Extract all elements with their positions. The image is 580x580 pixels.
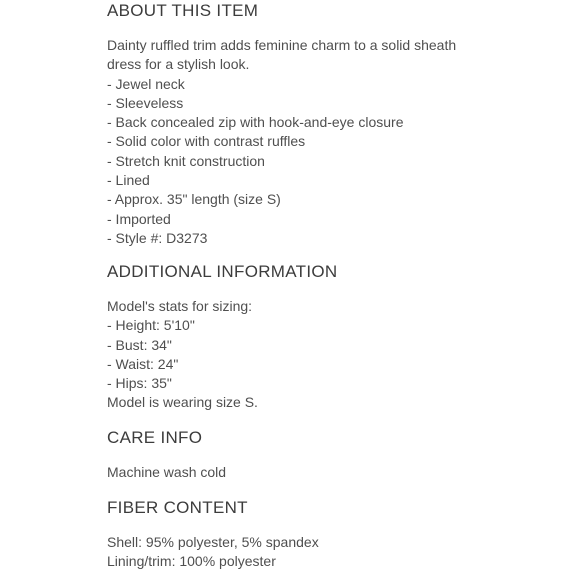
about-line: - Lined [107,172,150,189]
about-line: - Approx. 35" length (size S) [107,191,281,208]
additional-line: - Hips: 35" [107,375,172,392]
additional-section-title: ADDITIONAL INFORMATION [107,262,338,281]
fiber-line: Lining/trim: 100% polyester [107,553,276,570]
about-line: - Stretch knit construction [107,152,265,169]
about-line: Dainty ruffled trim adds feminine charm to a solid sheath [107,37,457,53]
fiber-section-title: FIBER CONTENT [107,498,248,517]
about-line: - Jewel neck [107,75,185,92]
care-section-title: CARE INFO [107,428,203,447]
additional-line: Model is wearing size S. [107,394,258,411]
additional-line: - Height: 5'10" [107,317,195,334]
about-line: - Imported [107,210,171,227]
about-section-body [107,36,456,248]
additional-line: - Bust: 34" [107,336,172,353]
additional-line: - Waist: 24" [107,355,179,372]
about-line: - Back concealed zip with hook-and-eye closure [107,114,404,131]
fiber-line: Shell: 95% polyester, 5% spandex [107,534,319,550]
about-line: - Solid color with contrast ruffles [107,133,306,150]
additional-line: Model's stats for sizing: [107,298,253,314]
additional-section-body [107,297,258,413]
about-section-title: ABOUT THIS ITEM [107,1,259,20]
about-line: - Style #: D3273 [107,229,208,246]
about-line: - Sleeveless [107,94,184,111]
care-section-body [107,463,226,482]
care-line: Machine wash cold [107,464,227,480]
about-line: dress for a stylish look. [107,56,250,73]
fiber-section-body [107,533,319,572]
